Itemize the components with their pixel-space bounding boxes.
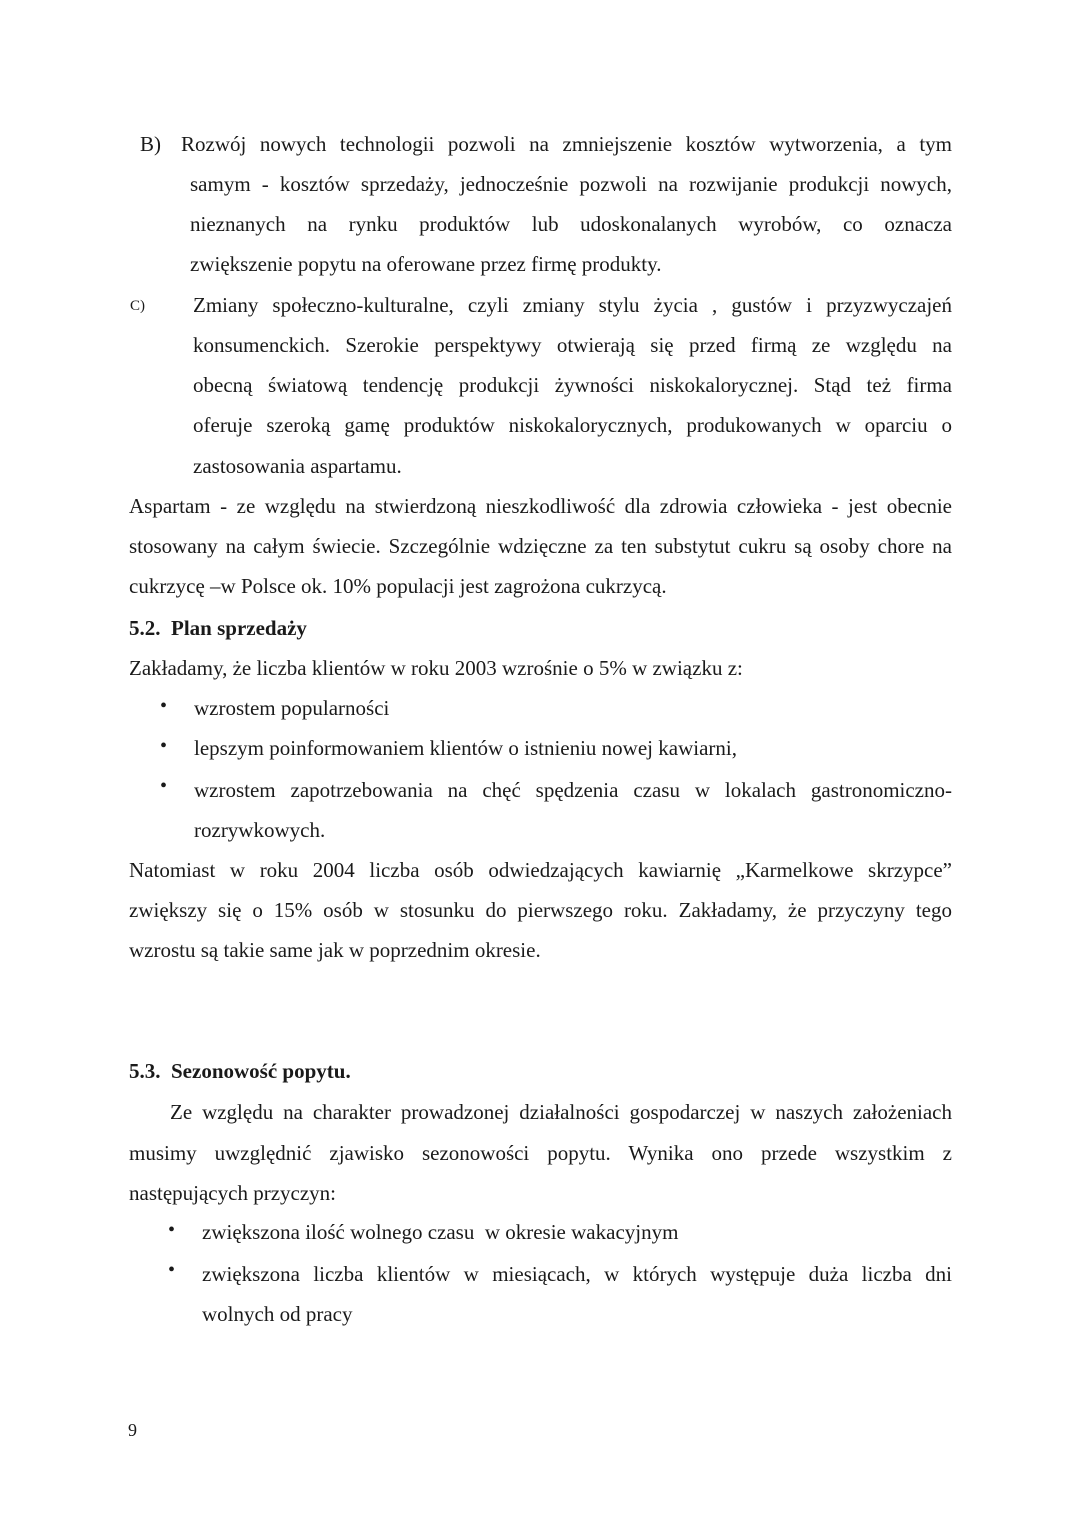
aspartam-line-2: stosowany na całym świecie. Szczególnie wdzięczne za ten substytut cukru są osoby chore na	[129, 534, 952, 558]
section-5-2-paragraph-line-2: zwiększy się o 15% osób w stosunku do pierwszego roku. Zakładamy, że przyczyny tego	[129, 898, 952, 922]
bullet-marker: •	[160, 695, 168, 717]
section-5-2-paragraph-line-3: wzrostu są takie same jak w poprzednim okresie.	[129, 938, 541, 962]
section-c-line-3: obecną światową tendencję produkcji żywności niskokalorycznej. Stąd też firma	[193, 373, 952, 397]
section-5-2-paragraph-line-1: Natomiast w roku 2004 liczba osób odwiedzających kawiarnię „Karmelkowe skrzypce”	[129, 858, 952, 882]
section-c-line-1: Zmiany społeczno-kulturalne, czyli zmiany stylu życia , gustów i przyzwyczajeń	[193, 293, 952, 317]
page-number: 9	[128, 1420, 137, 1440]
list-label-b: B)	[140, 132, 161, 156]
section-5-3-paragraph-line-1: Ze względu na charakter prowadzonej działalności gospodarczej w naszych założeniach	[170, 1100, 952, 1124]
list-label-c: C)	[130, 298, 145, 314]
bullet-5-3-2: zwiększona liczba klientów w miesiącach, w których występuje duża liczba dni	[202, 1262, 952, 1286]
section-5-3-paragraph-line-2: musimy uwzględnić zjawisko sezonowości popytu. Wynika ono przede wszystkim z	[129, 1141, 952, 1165]
bullet-marker: •	[168, 1259, 176, 1281]
section-c-line-2: konsumenckich. Szerokie perspektywy otwierają się przed firmą ze względu na	[193, 333, 952, 357]
bullet-marker: •	[160, 735, 168, 757]
section-b-line-1: Rozwój nowych technologii pozwoli na zmniejszenie kosztów wytworzenia, a tym	[181, 132, 952, 156]
aspartam-line-1: Aspartam - ze względu na stwierdzoną nieszkodliwość dla zdrowia człowieka - jest obecnie	[129, 494, 952, 518]
section-c-line-5: zastosowania aspartamu.	[193, 454, 402, 478]
bullet-5-3-1: zwiększona ilość wolnego czasu w okresie wakacyjnym	[202, 1220, 679, 1244]
heading-5-2: 5.2. Plan sprzedaży	[129, 616, 307, 640]
aspartam-line-3: cukrzycę –w Polsce ok. 10% populacji jest zagrożona cukrzycą.	[129, 574, 667, 598]
section-c-line-4: oferuje szeroką gamę produktów niskokalorycznych, produkowanych w oparciu o	[193, 413, 952, 437]
section-b-line-4: zwiększenie popytu na oferowane przez firmę produkty.	[190, 252, 662, 276]
section-5-2-intro: Zakładamy, że liczba klientów w roku 2003 wzrośnie o 5% w związku z:	[129, 656, 743, 680]
section-b-line-2: samym - kosztów sprzedaży, jednocześnie pozwoli na rozwijanie produkcji nowych,	[190, 172, 952, 196]
bullet-5-2-1: wzrostem popularności	[194, 696, 390, 720]
bullet-marker: •	[160, 775, 168, 797]
section-5-3-paragraph-line-3: następujących przyczyn:	[129, 1181, 336, 1205]
heading-5-3: 5.3. Sezonowość popytu.	[129, 1059, 351, 1083]
section-b-line-3: nieznanych na rynku produktów lub udoskonalanych wyrobów, co oznacza	[190, 212, 952, 236]
bullet-5-2-2: lepszym poinformowaniem klientów o istnieniu nowej kawiarni,	[194, 736, 737, 760]
bullet-5-3-2-cont: wolnych od pracy	[202, 1302, 353, 1326]
bullet-5-2-3: wzrostem zapotrzebowania na chęć spędzenia czasu w lokalach gastronomiczno-	[194, 778, 952, 802]
bullet-marker: •	[168, 1219, 176, 1241]
bullet-5-2-3-cont: rozrywkowych.	[194, 818, 326, 842]
